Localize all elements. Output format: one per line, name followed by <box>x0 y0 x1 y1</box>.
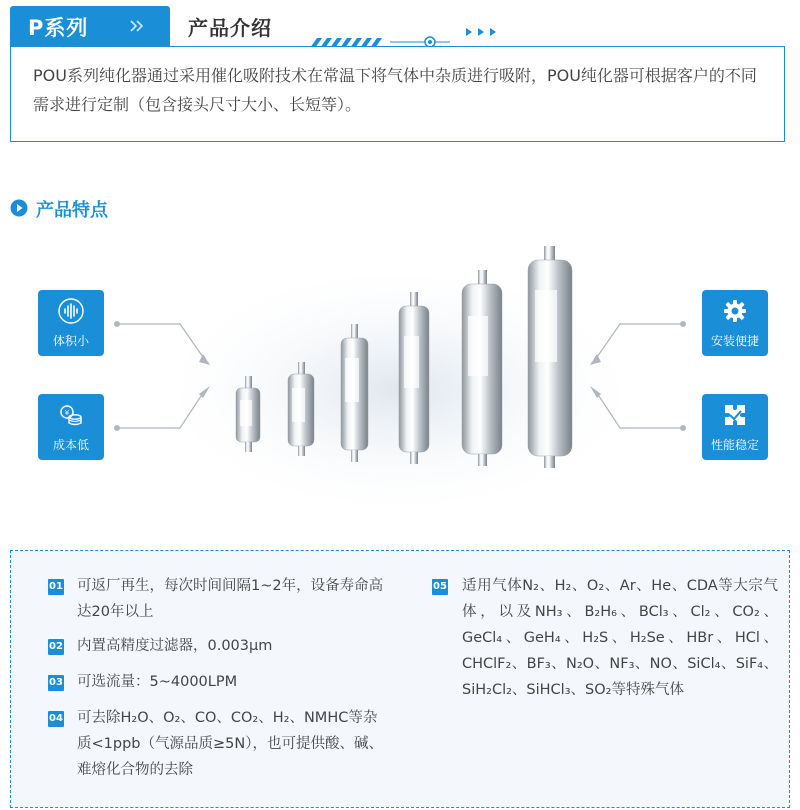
feature-label: 体积小 <box>52 334 89 348</box>
series-tab <box>10 6 170 46</box>
features-heading-text: 产品特点 <box>36 200 108 221</box>
product-illustration <box>0 240 800 540</box>
feature-card-small-size <box>38 290 104 356</box>
feature-label: 安装便捷 <box>710 334 759 348</box>
feature-label: 成本低 <box>52 438 89 452</box>
intro-box <box>10 46 785 142</box>
purifier-l <box>399 292 429 464</box>
feature-card-easy-install <box>702 290 768 356</box>
section-header <box>10 4 785 48</box>
section-title: 产品介绍 <box>188 16 272 40</box>
coin-stack-icon <box>58 402 84 428</box>
spec-number: 02 <box>48 639 64 655</box>
spec-item-impurity-removal: 可去除H₂O、O₂、CO、CO₂、H₂、NMHC等杂质<1ppb（气源品质≥5N），也可提供酸、碱、难熔化合物的去除 <box>77 710 383 778</box>
spec-number: 01 <box>48 579 64 595</box>
spec-item-flow: 可选流量：5~4000LPM <box>77 674 238 690</box>
spec-number: 05 <box>432 579 448 595</box>
svg-text:¥: ¥ <box>64 409 70 417</box>
spec-item-filter: 内置高精度过滤器，0.003μm <box>77 638 273 654</box>
series-label: P系列 <box>28 16 89 40</box>
intro-text: POU系列纯化器通过采用催化吸附技术在常温下将气体中杂质进行吸附，POU纯化器可根据客户的不同需求进行定制（包含接头尺寸大小、长短等）。 <box>33 66 757 114</box>
spec-item-regeneration: 可返厂再生，每次时间间隔1~2年，设备寿命高达20年以上 <box>77 578 384 620</box>
double-chevron-icon <box>128 17 146 35</box>
purifier-xxl <box>528 246 572 468</box>
purifier-xl <box>462 270 502 466</box>
puzzle-icon <box>722 402 748 428</box>
feature-card-stable-performance <box>702 394 768 460</box>
feature-label: 性能稳定 <box>710 438 759 452</box>
purifier-m <box>341 324 368 462</box>
spec-number: 03 <box>48 675 64 691</box>
feature-card-low-cost <box>38 394 104 460</box>
purifier-lineup <box>0 240 800 540</box>
purifier-s <box>288 362 314 456</box>
gear-icon <box>722 298 748 324</box>
sound-wave-icon <box>58 298 84 324</box>
spec-number: 04 <box>48 711 64 727</box>
spec-item-applicable-gases: 适用气体N₂、H₂、O₂、Ar、He、CDA等大宗气体，以及NH₃、B₂H₆、BCl₃、Cl₂、CO₂、GeCl₄、GeH₄、H₂S、H₂Se、HBr、HCl、CHClF₂、BF₃、N₂O、NF₃、NO、SiCl₄、SiF₄、SiH₂Cl₂、SiHCl₃、SO₂等特殊气体 <box>462 578 778 698</box>
play-circle-icon <box>10 199 28 217</box>
spec-panel <box>10 550 790 808</box>
